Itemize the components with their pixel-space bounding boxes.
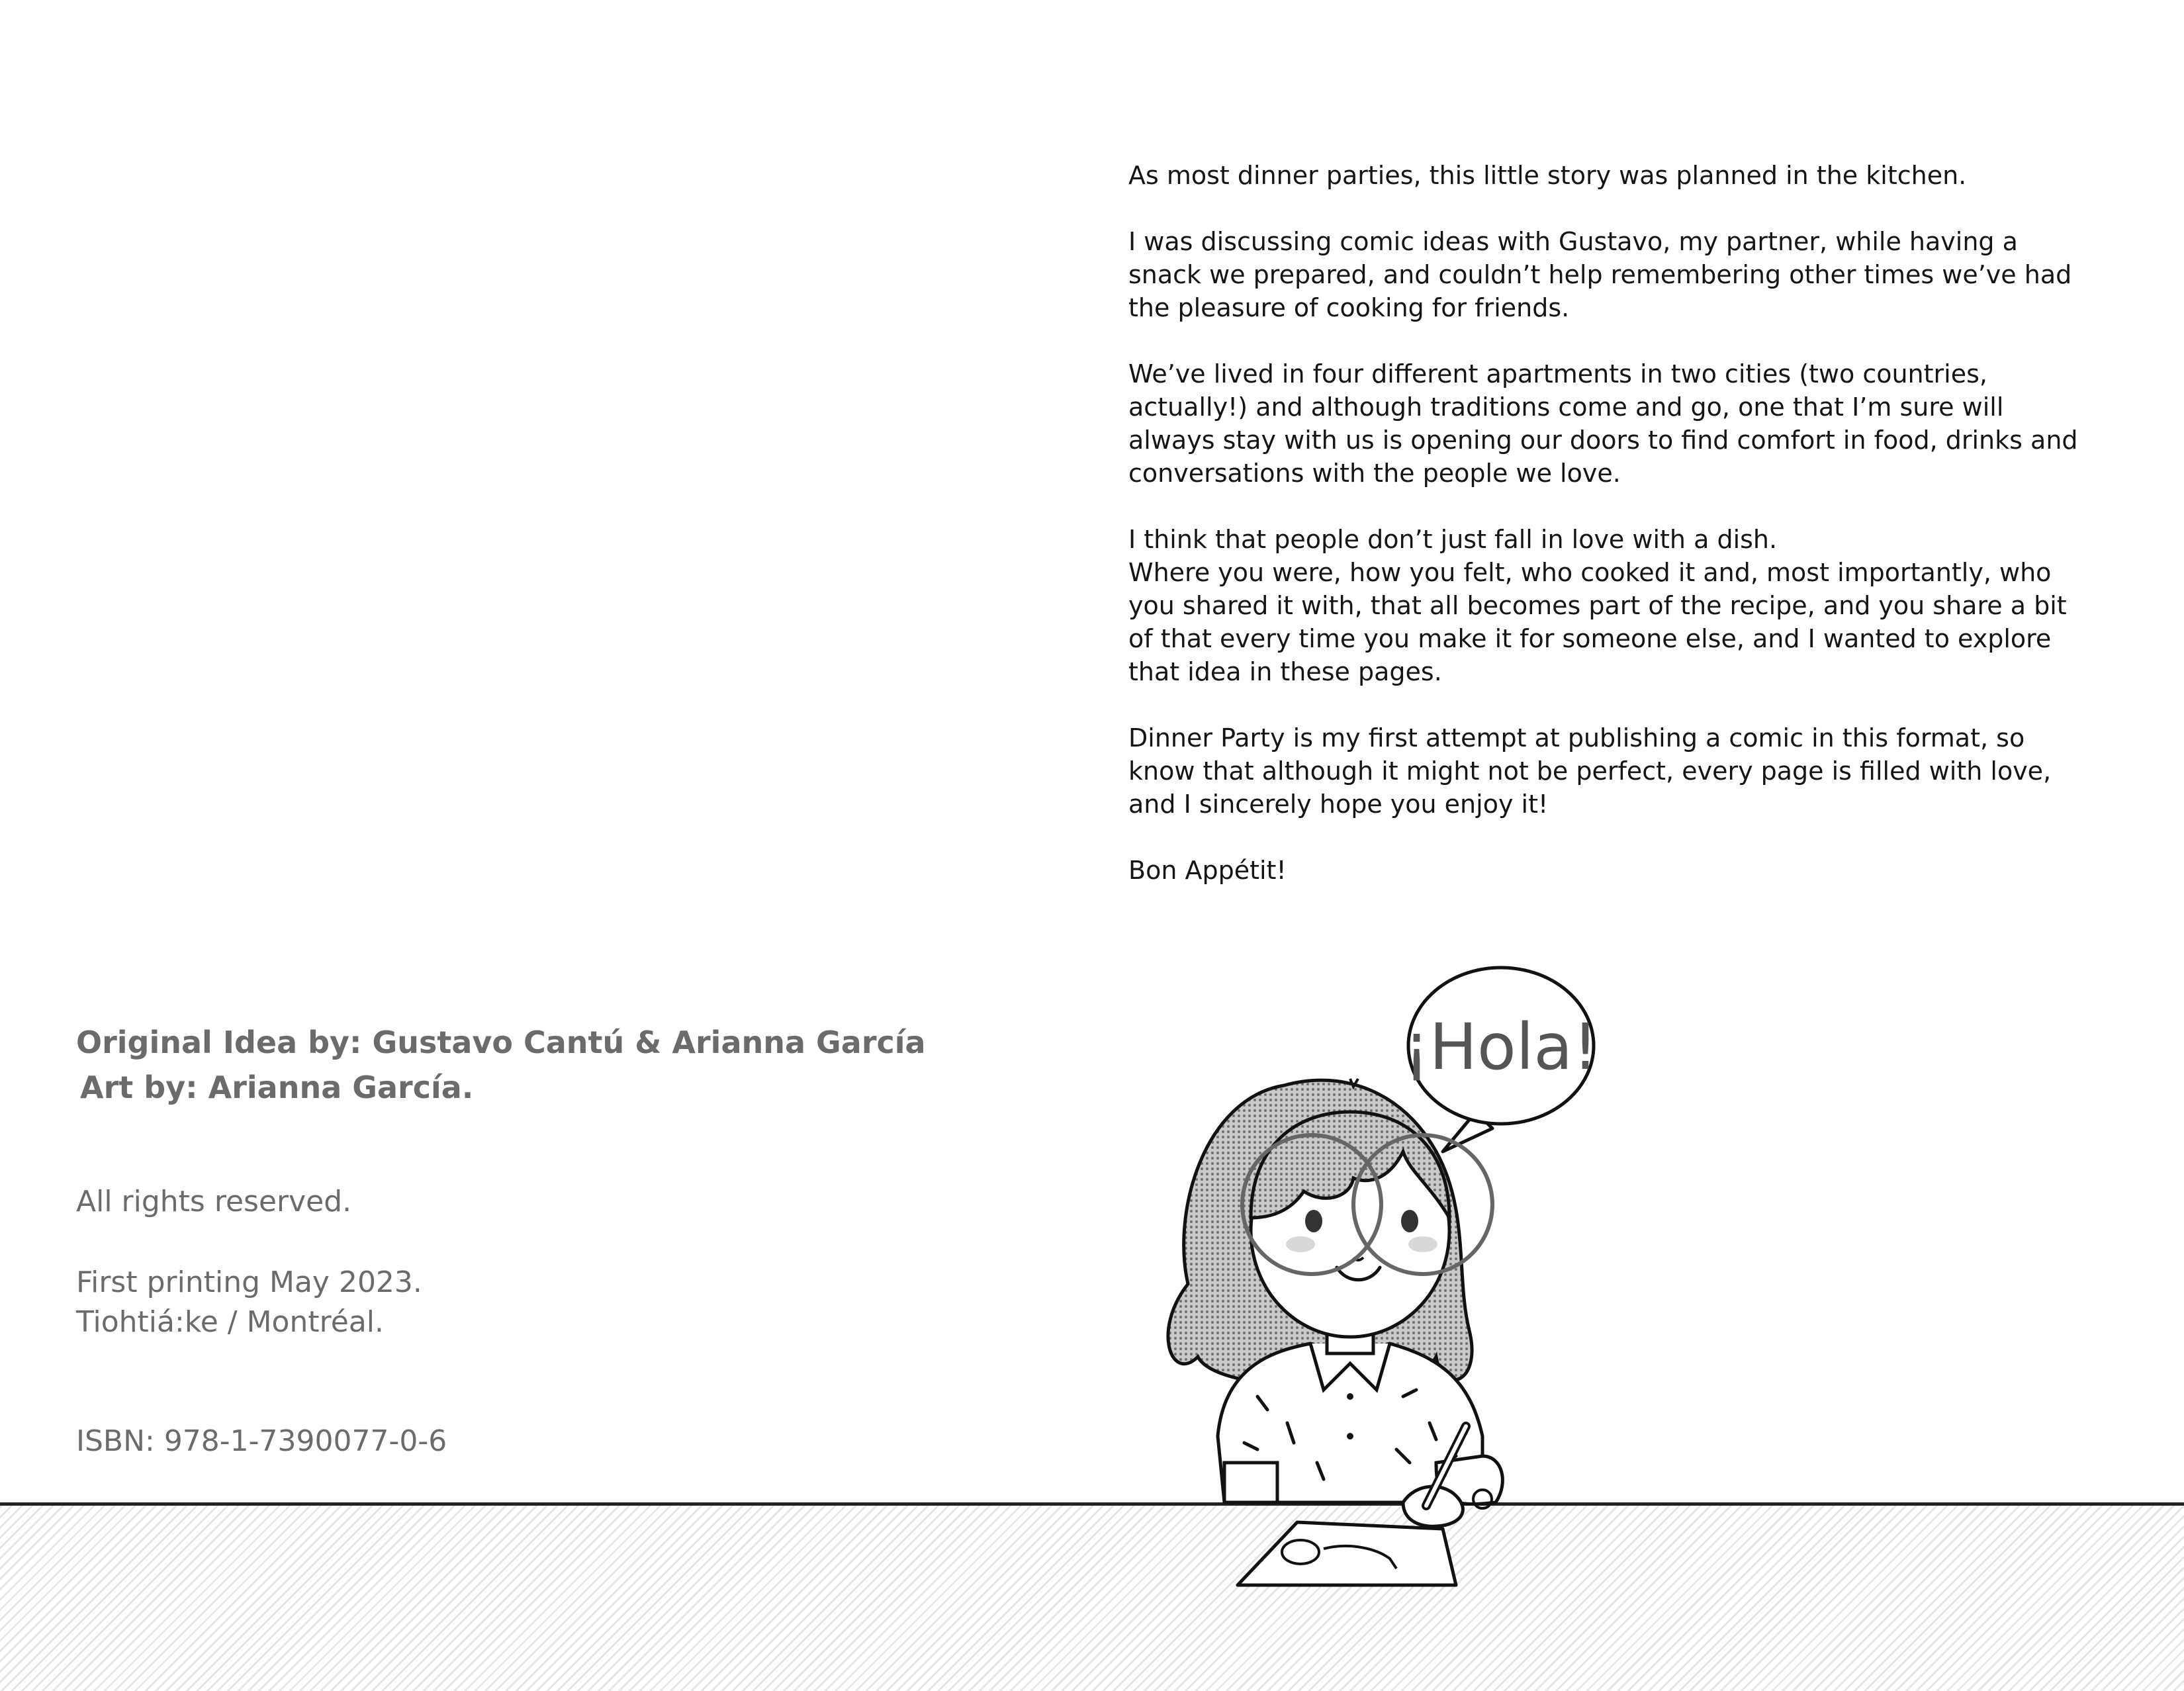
original-idea-credit: Original Idea by: Gustavo Cantú & Arianna García [76,1025,926,1060]
speech-bubble [1404,968,1598,1152]
isbn-number: ISBN: 978-1-7390077-0-6 [76,1424,447,1458]
intro-paragraph-3: We’ve lived in four different apartments in two cities (two countries, actually!) and although traditions come and go, one that I’m sure will always stay with us is opening our doors to find comfort in food, drinks and conversations with the people we love. [1128,359,2078,488]
intro-paragraph-5: Dinner Party is my first attempt at publishing a comic in this format, so know that although it might not be perfect, every page is filled with love, and I sincerely hope you enjoy it! [1128,723,2052,819]
girl-with-glasses-drawing-icon [1125,933,1721,1595]
location-info: Tiohtiá:ke / Montréal. [76,1305,384,1339]
table-surface [0,1502,2184,1691]
intro-paragraph-1: As most dinner parties, this little story was planned in the kitchen. [1128,161,1967,190]
printing-info: First printing May 2023. [76,1265,422,1299]
speech-bubble-text: ¡Hola! [1404,1010,1598,1084]
intro-paragraph-4: I think that people don’t just fall in love with a dish. Where you were, how you felt, who cooked it and, most importantly, who you shared it with, that all becomes part of the recipe, and you share a bit of that every time you make it for someone else, and I wanted to explore that idea in these pages. [1128,525,2067,686]
intro-paragraph-2: I was discussing comic ideas with Gustavo, my partner, while having a snack we prepared, and couldn’t help remembering other times we’ve had the pleasure of cooking for friends. [1128,227,2072,322]
art-credit: Art by: Arianna García. [80,1070,474,1105]
intro-signoff: Bon Appétit! [1128,856,1287,885]
introduction-text [1128,159,2081,920]
credits-block [76,1025,926,1105]
rights-notice: All rights reserved. [76,1185,352,1218]
